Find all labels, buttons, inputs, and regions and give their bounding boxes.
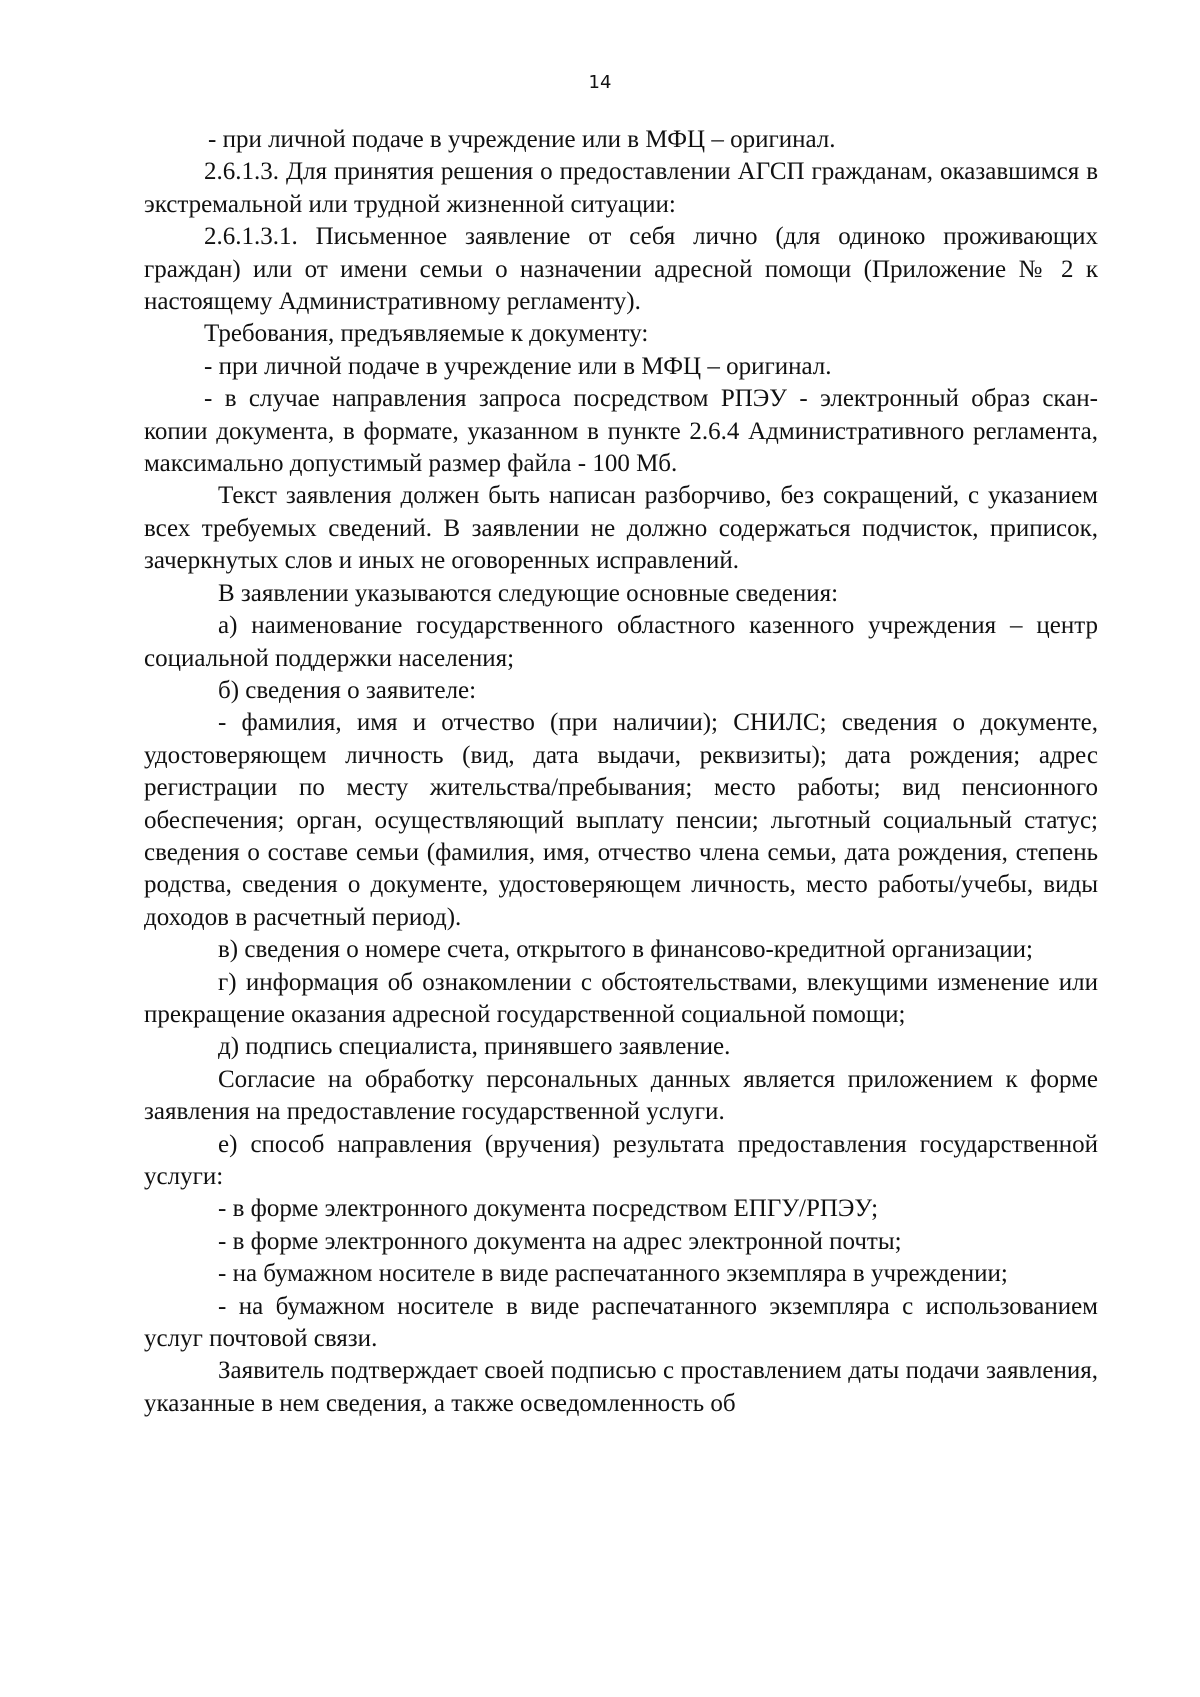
paragraph-0: - при личной подаче в учреждение или в МФЦ – оригинал.: [208, 126, 836, 153]
paragraph-16: - в форме электронного документа посредством ЕПГУ/РПЭУ;: [218, 1195, 879, 1223]
paragraph-20: Заявитель подтверждает своей подписью с проставлением даты подачи заявления, указанные в нем сведения, а также осведомленность об: [144, 1357, 1098, 1417]
paragraph-19: - на бумажном носителе в виде распечатанного экземпляра с использованием услуг почтовой связи.: [144, 1292, 1098, 1353]
paragraph-2: 2.6.1.3.1. Письменное заявление от себя лично (для одиноко проживающих граждан) или от имени семьи о назначении адресной помощи (Приложение № 2 к настоящему Административному регламенту).: [144, 223, 1098, 316]
paragraph-7: В заявлении указываются следующие основные сведения:: [218, 579, 839, 607]
paragraph-15: е) способ направления (вручения) результата предоставления государственной услуги:: [144, 1130, 1098, 1190]
page-number: 14: [588, 72, 612, 93]
paragraph-17: - в форме электронного документа на адрес электронной почты;: [218, 1227, 902, 1255]
paragraph-10: - фамилия, имя и отчество (при наличии); СНИЛС; сведения о документе, удостоверяющем личность (вид, дата выдачи, реквизиты); дата рождения; адрес регистрации по месту жительства/пребывания; место работы; вид пенсионного обеспечения; орган, осуществляющий выплату пенсии; льготный социальный статус; сведения о составе семьи (фамилия, имя, отчество члена семьи, дата рождения, степень родства, сведения о документе, удостоверяющем личность, место работы/учебы, виды доходов в расчетный период).: [144, 709, 1098, 931]
document-body: [144, 124, 1098, 1420]
paragraph-5: - в случае направления запроса посредством РПЭУ - электронный образ скан-копии документа, в формате, указанном в пункте 2.6.4 Административного регламента, максимально допустимый размер файла - 100 Мб.: [144, 385, 1098, 478]
paragraph-6: Текст заявления должен быть написан разборчиво, без сокращений, с указанием всех требуемых сведений. В заявлении не должно содержаться подчисток, приписок, зачеркнутых слов и иных не оговоренных исправлений.: [144, 482, 1098, 575]
paragraph-3: Требования, предъявляемые к документу:: [204, 320, 649, 348]
paragraph-9: б) сведения о заявителе:: [218, 676, 477, 704]
paragraph-18: - на бумажном носителе в виде распечатанного экземпляра в учреждении;: [218, 1260, 1008, 1288]
paragraph-4: - при личной подаче в учреждение или в МФЦ – оригинал.: [204, 352, 832, 380]
paragraph-8: а) наименование государственного областного казенного учреждения – центр социальной поддержки населения;: [144, 612, 1098, 672]
paragraph-13: д) подпись специалиста, принявшего заявление.: [218, 1033, 731, 1061]
paragraph-1: 2.6.1.3. Для принятия решения о предоставлении АГСП гражданам, оказавшимся в экстремальной или трудной жизненной ситуации:: [144, 158, 1098, 218]
paragraph-11: в) сведения о номере счета, открытого в финансово-кредитной организации;: [218, 936, 1033, 964]
paragraph-12: г) информация об ознакомлении с обстоятельствами, влекущими изменение или прекращение оказания адресной государственной социальной помощи;: [144, 968, 1098, 1028]
paragraph-14: Согласие на обработку персональных данных является приложением к форме заявления на предоставление государственной услуги.: [144, 1065, 1098, 1126]
